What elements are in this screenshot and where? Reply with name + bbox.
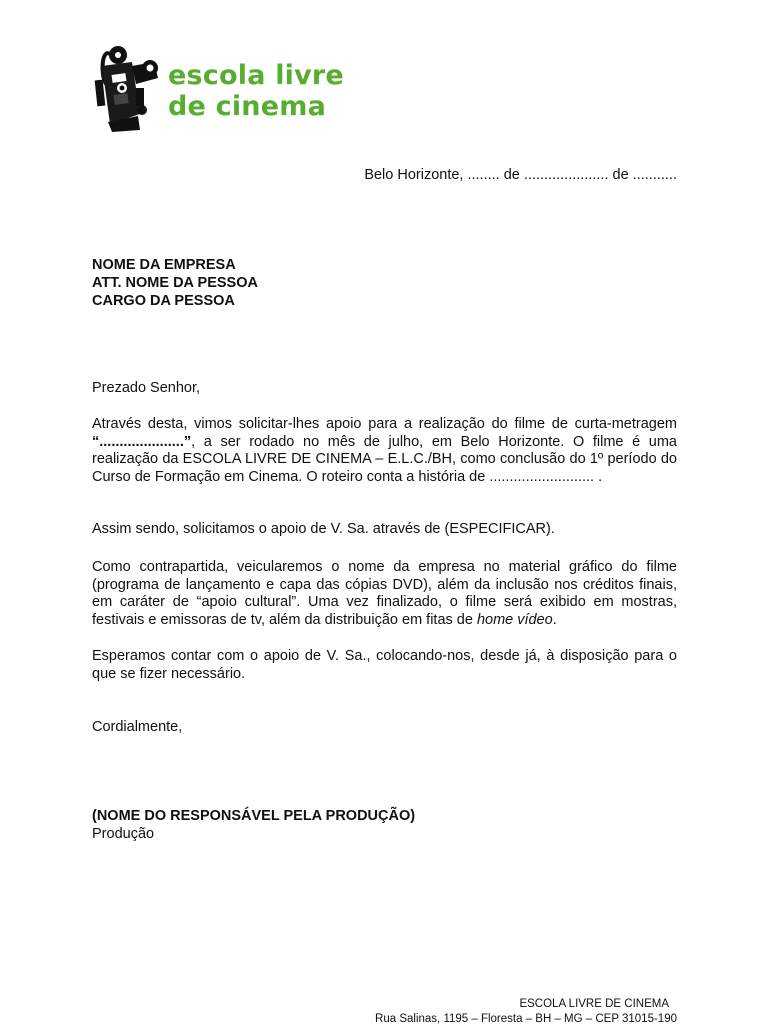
paragraph-counterpart-text-1: Como contrapartida, veicularemos o nome da empresa no material gráfico do filme (programa de lançamento e capa das cópias DVD), além da inclusão nos créditos finais, em caráter de “apoio cultural”. Uma vez finalizado, o filme será exibido em mostras, festivais e emissoras de tv, além da distribuição em fitas de bbox=[92, 559, 677, 628]
paragraph-counterpart bbox=[92, 559, 677, 629]
signature-role: Produção bbox=[92, 826, 155, 842]
home-video-term: home vídeo bbox=[476, 611, 553, 628]
film-camera-icon bbox=[92, 44, 162, 132]
school-logo bbox=[92, 44, 347, 132]
logo-line-1: escola livre bbox=[168, 60, 344, 91]
logo-wordmark bbox=[168, 60, 344, 122]
footer-address: Rua Salinas, 1195 – Floresta – BH – MG – CEP 31015-190 bbox=[375, 1013, 677, 1025]
recipient-block bbox=[92, 256, 258, 310]
recipient-attention: ATT. NOME DA PESSOA bbox=[92, 275, 258, 291]
recipient-company: NOME DA EMPRESA bbox=[92, 257, 236, 273]
paragraph-closing-remark: Esperamos contar com o apoio de V. Sa., colocando-nos, desde já, à disposição para o que se fizer necessário. bbox=[92, 648, 677, 682]
paragraph-specify: Assim sendo, solicitamos o apoio de V. Sa. através de (ESPECIFICAR). bbox=[92, 521, 555, 537]
signature-name: (NOME DO RESPONSÁVEL PELA PRODUÇÃO) bbox=[92, 808, 416, 824]
paragraph-request-text-2: , a ser rodado no mês de julho, em Belo Horizonte. O filme é uma realização da ESCOLA LIVRE DE CINEMA – E.L.C./BH, como conclusão do 1º período do Curso de Formação em Cinema. O roteiro conta a história de .......................... . bbox=[92, 433, 677, 485]
salutation: Prezado Senhor, bbox=[92, 380, 201, 396]
footer bbox=[375, 997, 677, 1027]
date-line: Belo Horizonte, ........ de ..................... de ........... bbox=[364, 167, 677, 183]
paragraph-counterpart-text-2: . bbox=[552, 611, 557, 628]
logo-line-2: de cinema bbox=[168, 91, 326, 122]
closing: Cordialmente, bbox=[92, 719, 183, 735]
film-title-placeholder: “.....................” bbox=[92, 433, 192, 450]
signature-block bbox=[92, 807, 415, 843]
paragraph-request bbox=[92, 416, 677, 486]
footer-school-name: ESCOLA LIVRE DE CINEMA bbox=[519, 998, 669, 1010]
recipient-role: CARGO DA PESSOA bbox=[92, 293, 235, 309]
paragraph-request-text-1: Através desta, vimos solicitar-lhes apoio para a realização do filme de curta-metragem bbox=[92, 416, 677, 432]
